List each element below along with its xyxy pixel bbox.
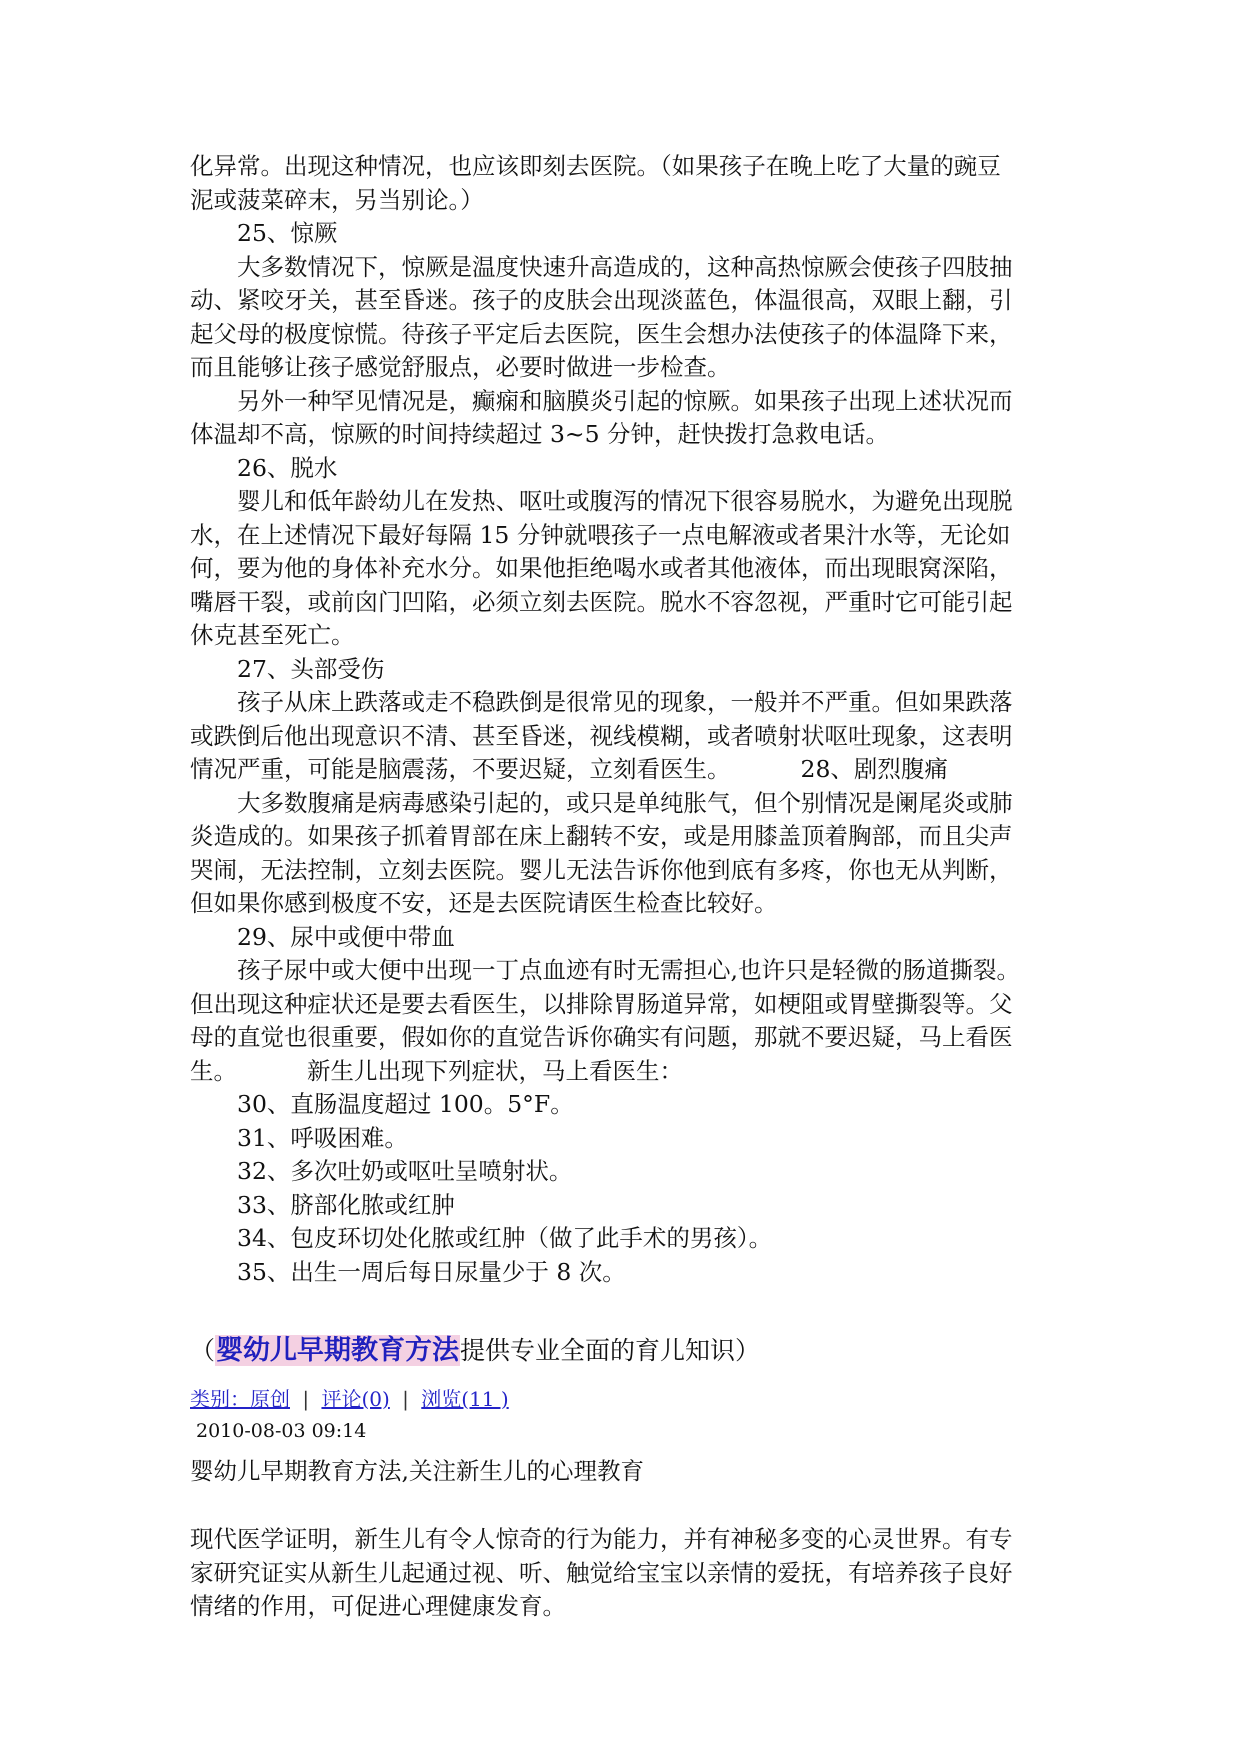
promo-line xyxy=(190,1331,1070,1371)
text-line: 35、出生一周后每日尿量少于 8 次。 xyxy=(237,1257,626,1286)
text-line: 现代医学证明，新生儿有令人惊奇的行为能力，并有神秘多变的心灵世界。有专 xyxy=(190,1525,1013,1553)
text-line: 27、头部受伤 xyxy=(237,654,385,683)
section-heading-28: 28、剧烈腹痛 xyxy=(800,755,948,783)
text-line: 炎造成的。如果孩子抓着胃部在床上翻转不安，或是用膝盖顶着胸部，而且尖声 xyxy=(190,822,1013,850)
text-line: 何，要为他的身体补充水分。如果他拒绝喝水或者其他液体，而出现眼窝深陷， xyxy=(190,554,1013,582)
text-line: 33、脐部化脓或红肿 xyxy=(237,1190,455,1219)
text-line: 家研究证实从新生儿起通过视、听、触觉给宝宝以亲情的爱抚，有培养孩子良好 xyxy=(190,1558,1013,1587)
article-section-1 xyxy=(190,150,1070,753)
post-body xyxy=(190,1523,1070,1624)
text-line: 而且能够让孩子感觉舒服点，必要时做进一步检查。 xyxy=(190,353,731,381)
text-line: 情绪的作用，可促进心理健康发育。 xyxy=(190,1592,566,1620)
category-link[interactable]: 类别：原创 xyxy=(190,1387,290,1411)
promo-open-paren: （ xyxy=(190,1336,216,1365)
symptom-list xyxy=(190,1088,1070,1289)
views-link[interactable]: 浏览(11 ) xyxy=(421,1387,509,1411)
meta-separator: | xyxy=(302,1387,310,1411)
text-line: 或跌倒后他出现意识不清、甚至昏迷，视线模糊，或者喷射状呕吐现象，这表明 xyxy=(190,721,1013,750)
text-line: 体温却不高，惊厥的时间持续超过 3~5 分钟，赶快拨打急救电话。 xyxy=(190,420,890,448)
article-line-mixed-newborn xyxy=(190,1055,1070,1089)
article-line-text: 生。 xyxy=(190,1056,237,1085)
text-line: 水，在上述情况下最好每隔 15 分钟就喂孩子一点电解液或者果汁水等，无论如 xyxy=(190,520,1011,549)
text-line: 哭闹，无法控制，立刻去医院。婴儿无法告诉你他到底有多疼，你也无从判断， xyxy=(190,855,1013,884)
meta-separator: | xyxy=(402,1387,409,1411)
text-line: 25、惊厥 xyxy=(237,219,338,247)
post-title: 婴幼儿早期教育方法,关注新生儿的心理教育 xyxy=(190,1457,644,1485)
text-line: 大多数腹痛是病毒感染引起的，或只是单纯胀气，但个别情况是阑尾炎或肺 xyxy=(237,788,1013,817)
text-line: 但如果你感到极度不安，还是去医院请医生检查比较好。 xyxy=(190,889,778,917)
text-line: 另外一种罕见情况是，癫痫和脑膜炎引起的惊厥。如果孩子出现上述状况而 xyxy=(237,386,1013,415)
text-line: 孩子从床上跌落或走不稳跌倒是很常见的现象，一般并不严重。但如果跌落 xyxy=(237,688,1013,716)
text-line: 起父母的极度惊慌。待孩子平定后去医院，医生会想办法使孩子的体温降下来， xyxy=(190,319,1013,348)
article-line-text: 情况严重，可能是脑震荡，不要迟疑，立刻看医生。 xyxy=(190,755,731,783)
text-line: 29、尿中或便中带血 xyxy=(237,922,455,951)
comments-link[interactable]: 评论(0) xyxy=(321,1387,390,1411)
text-line: 化异常。出现这种情况，也应该即刻去医院。（如果孩子在晚上吃了大量的豌豆 xyxy=(190,152,1001,180)
text-line: 婴儿和低年龄幼儿在发热、呕吐或腹泻的情况下很容易脱水，为避免出现脱 xyxy=(237,487,1013,515)
text-line: 大多数情况下，惊厥是温度快速升高造成的，这种高热惊厥会使孩子四肢抽 xyxy=(237,252,1013,281)
text-line: 泥或菠菜碎末，另当别论。） xyxy=(190,185,484,214)
text-line: 母的直觉也很重要，假如你的直觉告诉你确实有问题，那就不要迟疑，马上看医 xyxy=(190,1023,1013,1051)
promo-rest: 提供专业全面的育儿知识） xyxy=(460,1336,761,1365)
text-line: 32、多次吐奶或呕吐呈喷射状。 xyxy=(237,1157,573,1185)
text-line: 动、紧咬牙关，甚至昏迷。孩子的皮肤会出现淡蓝色，体温很高，双眼上翻，引 xyxy=(190,286,1013,314)
post-date: 2010-08-03 09:14 xyxy=(196,1420,367,1442)
text-line: 休克甚至死亡。 xyxy=(190,621,355,649)
post-meta xyxy=(190,1385,1070,1413)
promo-link[interactable]: 婴幼儿早期教育方法 xyxy=(216,1335,460,1366)
text-line: 孩子尿中或大便中出现一丁点血迹有时无需担心,也许只是轻微的肠道撕裂。 xyxy=(237,956,1020,984)
newborn-heading: 新生儿出现下列症状，马上看医生： xyxy=(307,1056,683,1085)
text-line: 30、直肠温度超过 100。5°F。 xyxy=(237,1090,574,1118)
text-line: 嘴唇干裂，或前囟门凹陷，必须立刻去医院。脱水不容忽视，严重时它可能引起 xyxy=(190,587,1013,616)
text-line: 31、呼吸困难。 xyxy=(237,1123,408,1152)
article-section-2 xyxy=(190,787,1070,1055)
text-line: 但出现这种症状还是要去看医生，以排除胃肠道异常，如梗阻或胃壁撕裂等。父 xyxy=(190,989,1013,1018)
article-line-mixed-27-28 xyxy=(190,753,1070,787)
text-line: 26、脱水 xyxy=(237,453,338,482)
document-page xyxy=(190,150,1070,1624)
text-line: 34、包皮环切处化脓或红肿（做了此手术的男孩）。 xyxy=(237,1224,773,1252)
